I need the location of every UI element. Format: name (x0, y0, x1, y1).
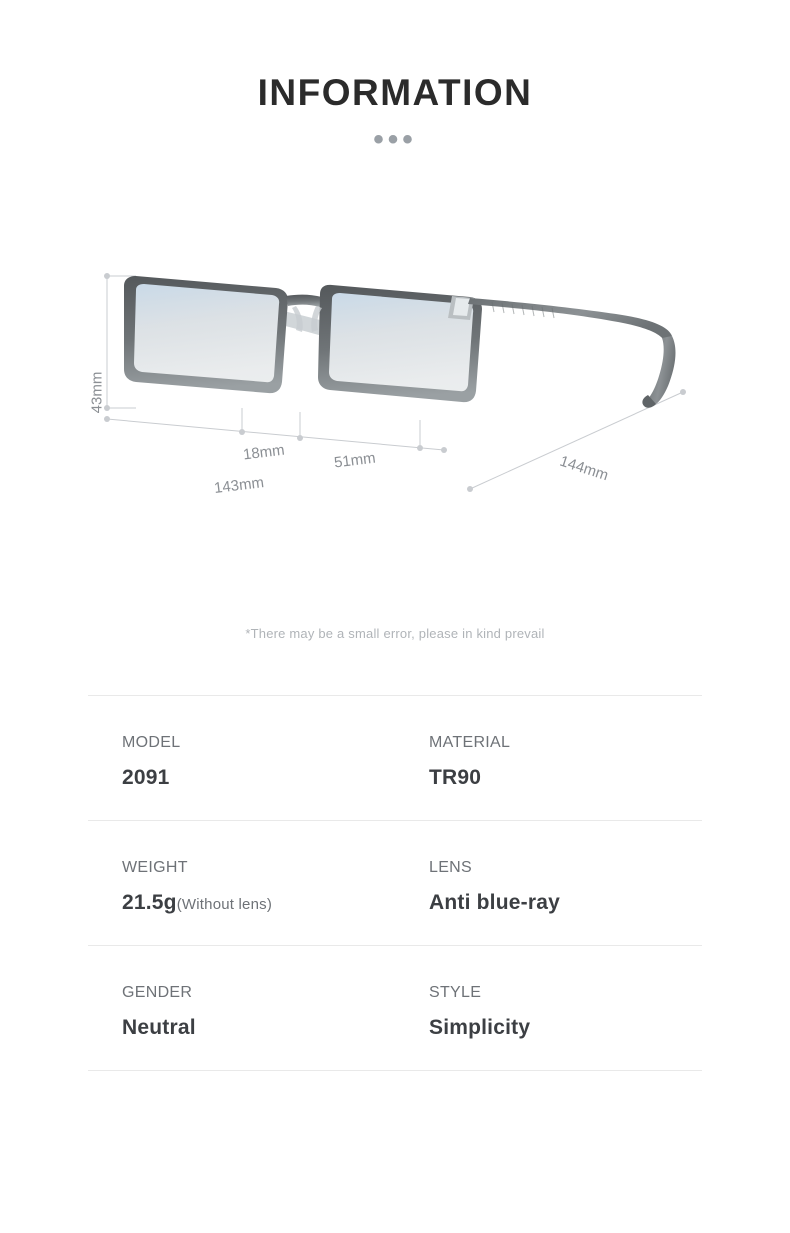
spec-value-text: TR90 (429, 766, 482, 789)
spec-value-text: Neutral (122, 1016, 196, 1039)
spec-cell-weight (88, 859, 395, 915)
spec-value-text: Simplicity (429, 1016, 531, 1039)
spec-key: WEIGHT (122, 859, 188, 876)
decorative-dots: ••• (373, 123, 417, 156)
dimension-label-lens-width: 51mm (333, 449, 377, 472)
table-row (88, 821, 702, 946)
spec-value (429, 1016, 702, 1040)
spec-cell-gender (88, 984, 395, 1040)
spec-cell-material (395, 734, 702, 790)
spec-key: MODEL (122, 734, 181, 751)
spec-key: GENDER (122, 984, 193, 1001)
spec-value (429, 766, 702, 790)
spec-value-note: (Without lens) (176, 896, 273, 913)
page-title: INFORMATION (257, 72, 533, 113)
spec-value (122, 891, 395, 915)
spec-value-text: 21.5g (122, 891, 177, 914)
dimension-label-temple-length: 144mm (557, 452, 611, 485)
specification-table (88, 695, 702, 1071)
dimension-label-lens-height: 43mm (88, 371, 106, 414)
spec-value (429, 891, 702, 915)
dimension-label-frame-width: 143mm (213, 474, 265, 497)
spec-key: LENS (429, 859, 472, 876)
table-row (88, 696, 702, 821)
spec-cell-model (88, 734, 395, 790)
spec-value (122, 766, 395, 790)
product-dimension-diagram (0, 262, 790, 592)
spec-cell-lens (395, 859, 702, 915)
spec-key: MATERIAL (429, 734, 511, 751)
spec-value (122, 1016, 395, 1040)
spec-key: STYLE (429, 984, 482, 1001)
spec-value-text: 2091 (122, 766, 170, 789)
dimension-label-bridge: 18mm (242, 441, 286, 464)
spec-cell-style (395, 984, 702, 1040)
spec-value-text: Anti blue-ray (429, 891, 560, 914)
table-row (88, 946, 702, 1071)
measurement-disclaimer: *There may be a small error, please in kind prevail (245, 626, 545, 641)
eyeglasses-illustration (0, 262, 790, 592)
